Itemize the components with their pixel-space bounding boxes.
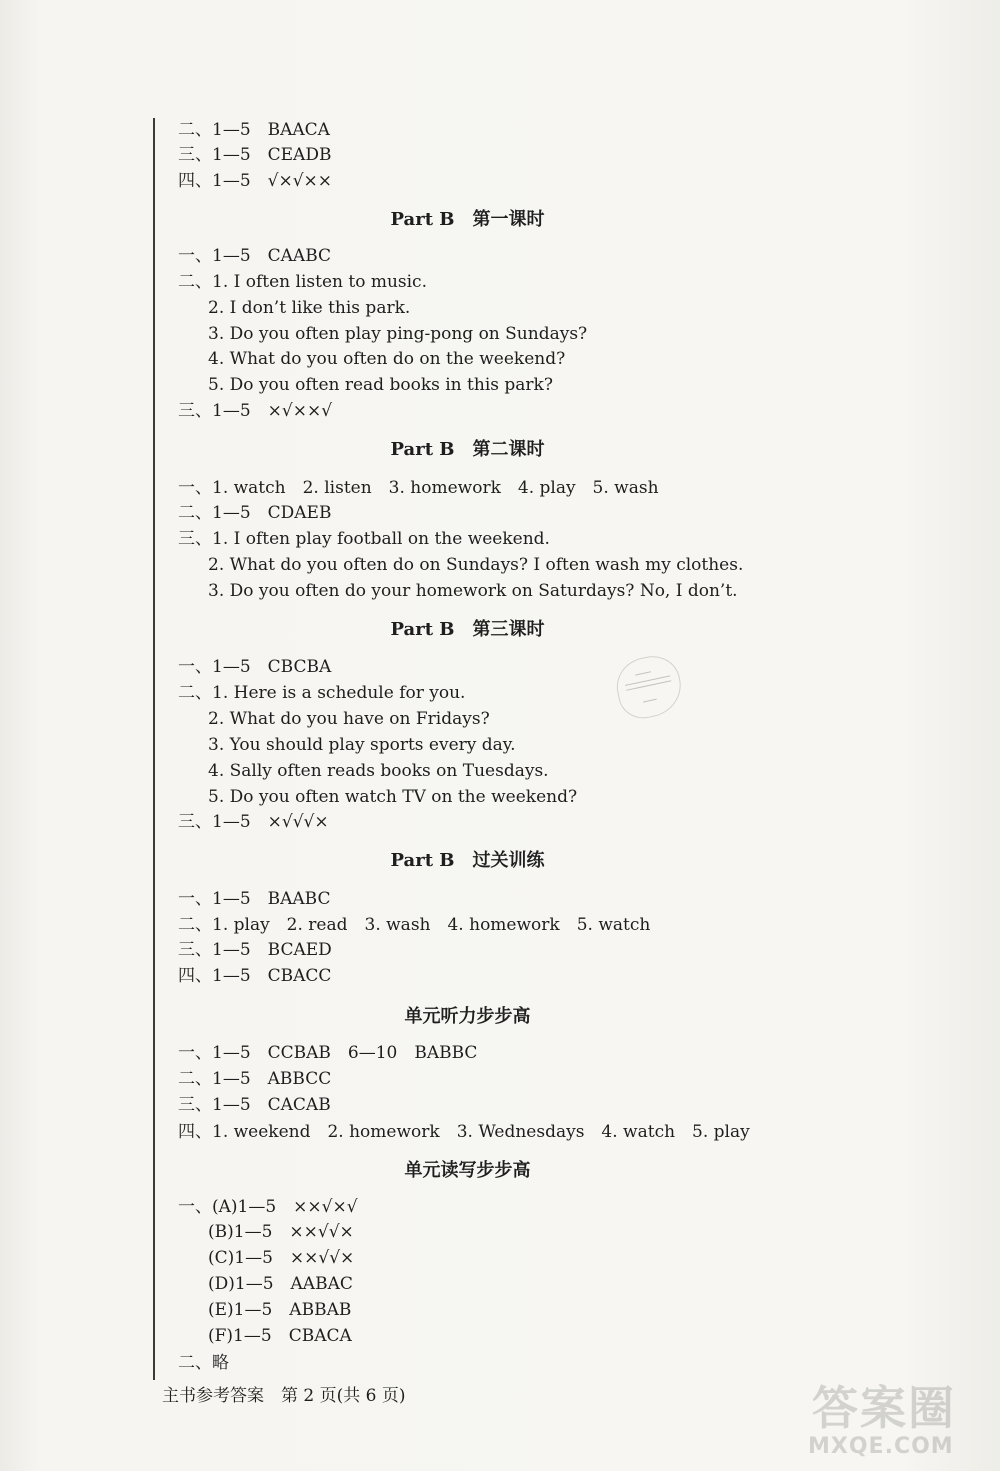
answer-line: (D)1—5 AABAC (208, 1274, 353, 1294)
answer-line: 4. What do you often do on the weekend? (208, 349, 566, 369)
answer-line: 5. Do you often read books in this park? (208, 375, 553, 395)
answer-line: 一、1—5 CAABC (178, 246, 332, 266)
answer-line: 一、(A)1—5 ××√×√ (178, 1197, 358, 1217)
answer-line: 三、1—5 BCAED (178, 940, 332, 960)
answer-line: 二、1—5 BAACA (178, 120, 330, 140)
answer-line: 3. You should play sports every day. (208, 735, 516, 755)
answer-line: 三、1. I often play football on the weekend. (178, 529, 550, 549)
answer-line: 2. I don’t like this park. (208, 298, 411, 318)
answer-line: 一、1—5 BAABC (178, 889, 331, 909)
watermark-logo (808, 1372, 988, 1468)
answer-line: (F)1—5 CBACA (208, 1326, 352, 1346)
answer-line: 3. Do you often do your homework on Saturdays? No, I don’t. (208, 581, 738, 601)
answer-line: 一、1—5 CCBAB 6—10 BABBC (178, 1043, 478, 1063)
answer-line: 2. What do you often do on Sundays? I often wash my clothes. (208, 555, 744, 575)
answer-line: (B)1—5 ××√√× (208, 1222, 354, 1242)
answer-line: (E)1—5 ABBAB (208, 1300, 352, 1320)
answer-line: 2. What do you have on Fridays? (208, 709, 490, 729)
section-heading: 单元读写步步高 (404, 1160, 531, 1181)
answer-line: 二、1—5 ABBCC (178, 1069, 332, 1089)
section-heading: Part B 第二课时 (390, 439, 545, 460)
answer-line: 二、略 (178, 1353, 229, 1373)
section-heading: 单元听力步步高 (404, 1006, 531, 1027)
answer-line: 二、1. play 2. read 3. wash 4. homework 5. watch (178, 915, 651, 935)
answer-line: 三、1—5 ×√√√× (178, 812, 329, 832)
answer-line: 二、1. I often listen to music. (178, 272, 427, 292)
answer-line: 一、1. watch 2. listen 3. homework 4. play 5. wash (178, 478, 659, 498)
section-heading: Part B 第三课时 (390, 619, 545, 640)
watermark-site-text: MXQE.COM (808, 1434, 954, 1459)
answer-line: 四、1—5 √×√×× (178, 171, 333, 191)
margin-rule (153, 118, 155, 1380)
answer-line: 4. Sally often reads books on Tuesdays. (208, 761, 549, 781)
answer-line: 5. Do you often watch TV on the weekend? (208, 787, 578, 807)
answer-line: 三、1—5 CACAB (178, 1095, 331, 1115)
answer-line: 三、1—5 CEADB (178, 145, 332, 165)
watermark-logo-text: 答案圈 (812, 1381, 956, 1435)
answer-line: 四、1—5 CBACC (178, 966, 332, 986)
answer-line: 一、1—5 CBCBA (178, 657, 332, 677)
stamp-mark (611, 651, 686, 723)
section-heading: Part B 第一课时 (390, 209, 545, 230)
page-footer: 主书参考答案 第 2 页(共 6 页) (162, 1386, 406, 1406)
answer-line: 二、1. Here is a schedule for you. (178, 683, 466, 703)
answer-line: 四、1. weekend 2. homework 3. Wednesdays 4. watch 5. play (178, 1122, 750, 1142)
section-heading: Part B 过关训练 (390, 850, 545, 871)
answer-line: 三、1—5 ×√××√ (178, 401, 333, 421)
answer-line: 二、1—5 CDAEB (178, 503, 332, 523)
answer-line: 3. Do you often play ping-pong on Sundays? (208, 324, 588, 344)
answer-line: (C)1—5 ××√√× (208, 1248, 355, 1268)
